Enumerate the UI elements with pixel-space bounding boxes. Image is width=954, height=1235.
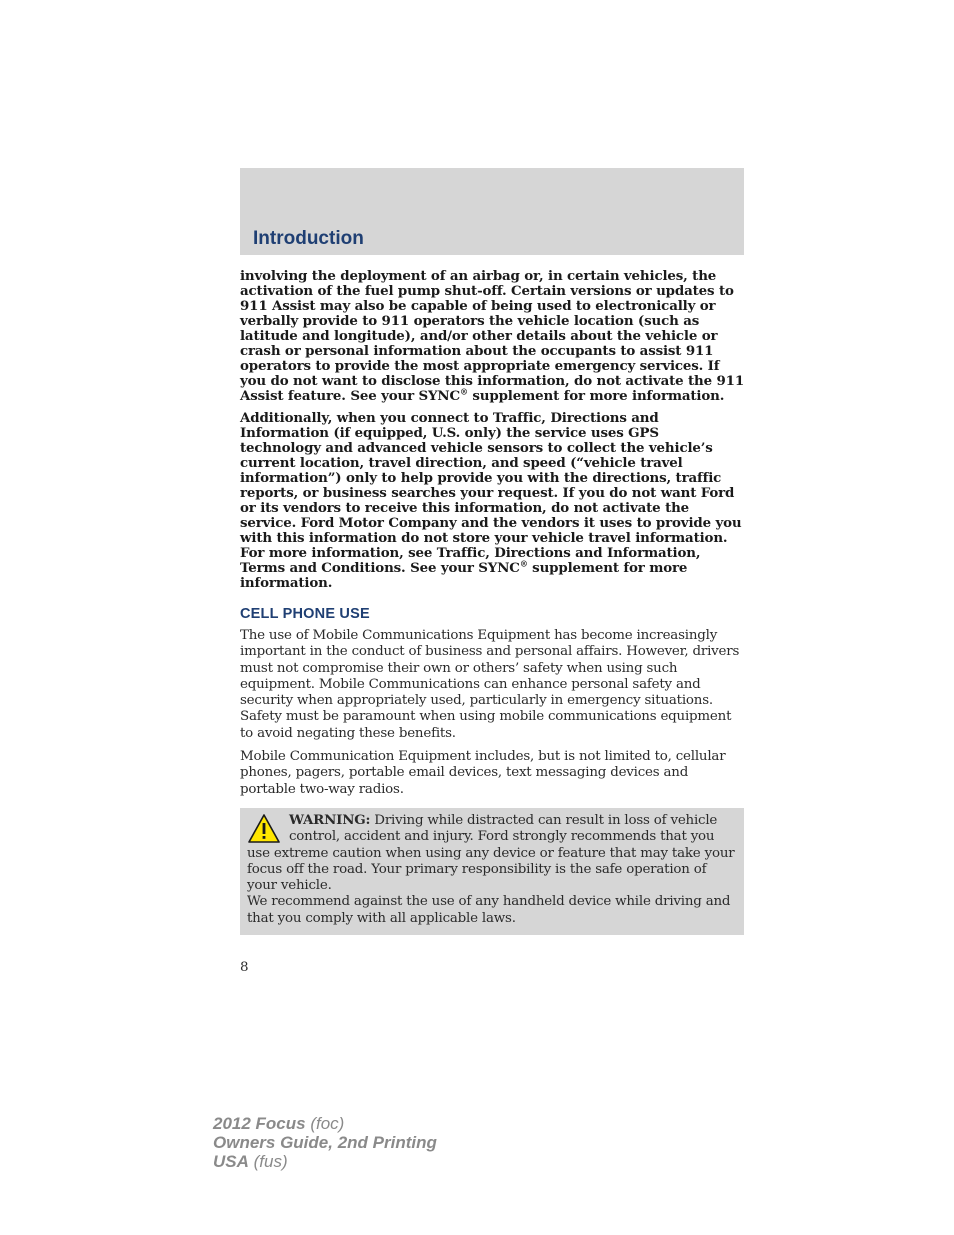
page-number: 8	[240, 960, 249, 975]
warning-text: WARNING: Driving while distracted can result in loss of vehicle control, accident and injury. Ford strongly recommends that you use extreme caution when using any device or feature that may take your focus off the road. Your primary responsibility is the safe operation of your vehicle.	[247, 811, 735, 894]
registered-mark: ®	[460, 386, 468, 397]
registered-mark: ®	[519, 558, 528, 569]
cell-phone-use-heading: CELL PHONE USE	[240, 606, 370, 622]
body-paragraph-911-assist: involving the deployment of an airbag or, in certain vehicles, the activation of the fuel pump shut-off. Certain versions or updates to 911 Assist may also be capable of being used to electronically or verbally provide to 911 operators the vehicle location (such as latitude and longitude), and/or other details about the vehicle or crash or personal information about the occupants to assist 911 operators to provide the most appropriate emergency services. If you do not want to disclose this information, do not activate the 911 Assist feature. See your SYNC® supplement for more information.	[240, 268, 745, 404]
body-paragraph-traffic-directions: Additionally, when you connect to Traffic, Directions and Information (if equipped, U.S. only) the service uses GPS technology and advanced vehicle sensors to collect the vehicle’s current location, travel direction, and speed (“vehicle travel information”) only to help provide you with the directions, traffic reports, or business searches your request. If you do not want Ford or its vendors to receive this information, do not activate the service. Ford Motor Company and the vendors it uses to provide you with this information do not store your vehicle travel information. For more information, see Traffic, Directions and Information, Terms and Conditions. See your SYNC® supplement for more information.	[240, 410, 742, 591]
warning-text-2: We recommend against the use of any handheld device while driving and that you comply with all applicable laws.	[247, 894, 731, 926]
cell-phone-paragraph-2: Mobile Communication Equipment includes, but is not limited to, cellular phones, pagers, portable email devices, text messaging devices and portable two-way radios.	[240, 749, 726, 797]
warning-triangle-icon	[247, 813, 281, 845]
cell-phone-paragraph-1: The use of Mobile Communications Equipment has become increasingly important in the conduct of business and personal affairs. However, drivers must not compromise their own or others’ safety when using such equipment. Mobile Communications can enhance personal safety and security when appropriately used, particularly in emergency situations. Safety must be paramount when using mobile communications equipment to avoid negating these benefits.	[240, 628, 740, 741]
footer-guide-line: Owners Guide, 2nd Printing	[213, 1133, 437, 1152]
footer-market-line: USA (fus)	[213, 1152, 288, 1171]
section-title: Introduction	[253, 228, 364, 249]
document-footer	[213, 1114, 437, 1171]
warning-box	[240, 808, 744, 935]
page-content	[240, 269, 744, 935]
section-header-band	[240, 168, 744, 255]
warning-label: WARNING:	[289, 811, 371, 828]
footer-model-line: 2012 Focus (foc)	[213, 1114, 345, 1133]
